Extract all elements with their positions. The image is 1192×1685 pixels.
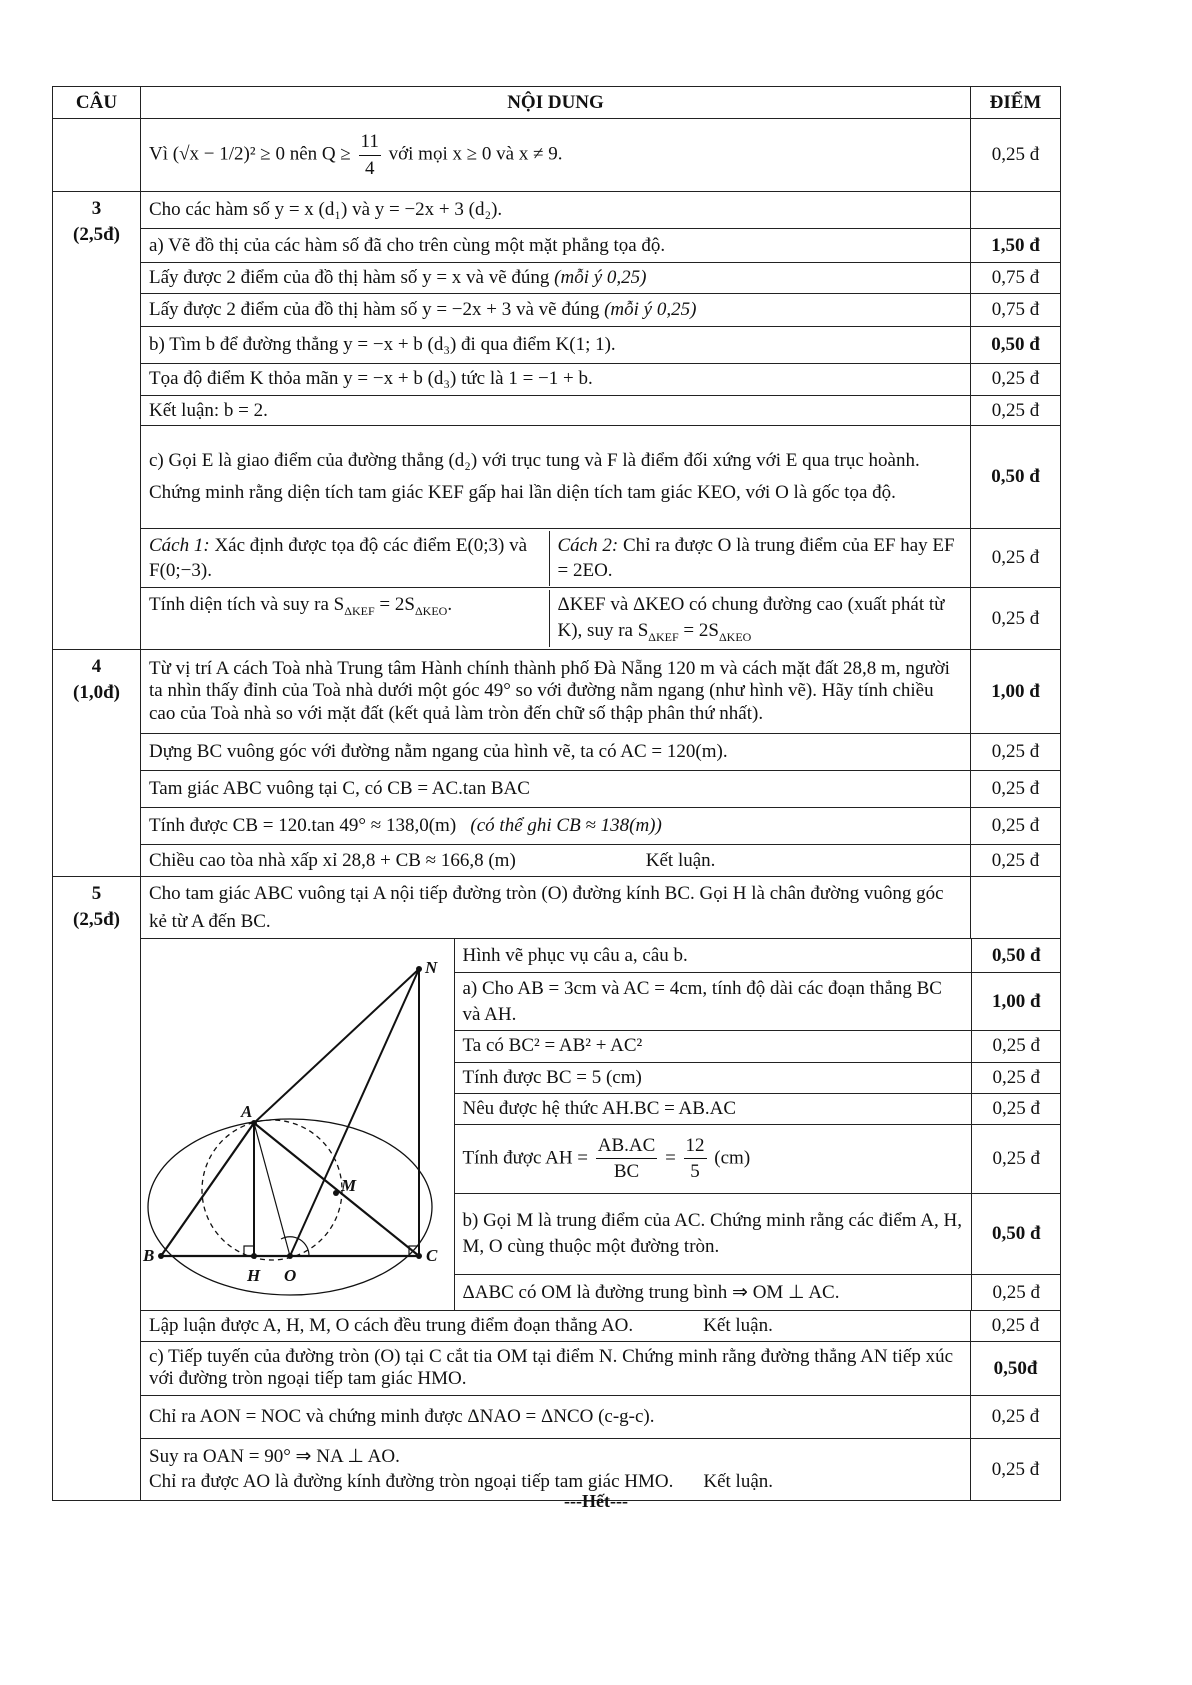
question-number-cell: 3 (2,5đ) <box>53 192 141 650</box>
table-row: Lấy được 2 điểm của đồ thị hàm số y = x và vẽ đúng (mỗi ý 0,25) 0,75 đ <box>53 263 1061 294</box>
table-row: Dựng BC vuông góc với đường nằm ngang của hình vẽ, ta có AC = 120(m). 0,25 đ <box>53 734 1061 771</box>
segment-an <box>254 969 419 1123</box>
question-number-cell: 4 (1,0đ) <box>53 650 141 877</box>
table-row: Tính diện tích và suy ra $S_{\Delta KEF} = 2S_{\Delta KEO}$. ΔKEF và ΔKEO có chung đường cao (xuất phát từ K), suy ra $S_{\Delta KEF} = 2S_{\Delta KEO}$ 0,25 đ <box>53 588 1061 650</box>
label-n: N <box>425 958 438 978</box>
table-row: 5 (2,5đ) Cho tam giác ABC vuông tại A nội tiếp đường tròn (O) đường kính BC. Gọi H là chân đường vuông góc kẻ từ A đến BC. <box>53 877 1061 939</box>
label-m: M <box>341 1176 357 1196</box>
segment-ac <box>254 1123 419 1256</box>
label-o: O <box>284 1266 297 1286</box>
header-noi-dung: NỘI DUNG <box>141 87 971 119</box>
table-row: 4 (1,0đ) Từ vị trí A cách Toà nhà Trung tâm Hành chính thành phố Đà Nẵng 120 m và cách mặt đất 28,8 m, người ta nhìn thấy đỉnh của Toà nhà dưới một góc 49° so với đường nằm ngang (như hình vẽ). Hãy tính chiều cao của Toà nhà so với mặt đất (kết quả làm tròn đến chữ số thập phân thứ nhất). 1,00 đ <box>53 650 1061 734</box>
fraction: $\frac{11}{4}$ <box>360 130 379 179</box>
table-row: Lấy được 2 điểm của đồ thị hàm số y = −2x + 3 và vẽ đúng (mỗi ý 0,25) 0,75 đ <box>53 293 1061 326</box>
triangle-circle-diagram <box>141 939 453 1302</box>
segment-on <box>290 969 419 1256</box>
table-row: Suy ra OAN = 90° ⇒ NA ⊥ AO. Chỉ ra được AO là đường kính đường tròn ngoại tiếp tam giác HMO. Kết luận. 0,25 đ <box>53 1438 1061 1500</box>
table-row: Chỉ ra AON = NOC và chứng minh được ΔNAO = ΔNCO (c-g-c). 0,25 đ <box>53 1395 1061 1438</box>
table-row: Kết luận: b = 2. 0,25 đ <box>53 395 1061 426</box>
label-a: A <box>241 1102 253 1122</box>
table-row: a) Vẽ đồ thị của các hàm số đã cho trên cùng một mặt phẳng tọa độ. 1,50 đ <box>53 229 1061 263</box>
table-row: c) Gọi E là giao điểm của đường thẳng (d₂) với trục tung và F là điểm đối xứng với E qua trục hoành. Chứng minh rằng diện tích tam giác KEF gấp hai lần diện tích tam giác KEO, với O là gốc tọa độ. 0,50 đ <box>53 426 1061 529</box>
table-row: Tính được CB = 120.tan 49° ≈ 138,0(m) (có thể ghi CB ≈ 138(m)) 0,25 đ <box>53 808 1061 845</box>
table-row: b) Tìm b để đường thẳng y = −x + b (d₃) đi qua điểm K(1; 1). 0,50 đ <box>53 326 1061 363</box>
content-cell: Vì (√x − 1/2)² ≥ 0 nên Q ≥ $\frac{11}{4}$ với mọi x ≥ 0 và x ≠ 9. <box>141 119 971 192</box>
header-cau: CÂU <box>53 87 141 119</box>
label-h: H <box>247 1266 261 1286</box>
table-row: Tam giác ABC vuông tại C, có CB = AC.tan BAC 0,25 đ <box>53 771 1061 808</box>
table-row: Lập luận được A, H, M, O cách đều trung điểm đoạn thẳng AO. Kết luận. 0,25 đ <box>53 1310 1061 1341</box>
table-row: B C A H O M N Hình vẽ phục vụ câu a, câu b. 0,50 đ a) Cho AB = 3cm và AC = 4cm, tính độ dài các đoạn thẳng BC và AH. 1,00 đ Ta có BC² = AB² + AC² 0,25 đ Tính được BC = 5 (cm) 0,25 đ Nêu được hệ thức AH.BC = AB.AC 0,25 đ Tính được AH = $\frac{AB.AC}{BC}$ = $\frac{12}{5}$ (cm) 0,25 đ b) Gọi M là trung điểm của AC. Chứng minh rằng các điểm A, H, M, O cùng thuộc một đường tròn. 0,50 đ ΔABC có OM là đường trung bình ⇒ OM ⊥ AC. 0,25 đ <box>53 939 1061 1311</box>
segment-ao <box>254 1123 290 1256</box>
answer-key-table <box>52 86 1061 1501</box>
point-cell: 0,25 đ <box>971 119 1061 192</box>
geometry-figure <box>141 939 454 1310</box>
header-row <box>53 87 1061 119</box>
table-row: 3 (2,5đ) Cho các hàm số y = x (d₁) và y = −2x + 3 (d₂). <box>53 192 1061 229</box>
table-row <box>53 119 1061 192</box>
label-b: B <box>143 1246 155 1266</box>
question-number-cell: 5 (2,5đ) <box>53 877 141 1501</box>
label-c: C <box>426 1246 438 1266</box>
header-diem: ĐIỂM <box>971 87 1061 119</box>
end-marker: ---Hết--- <box>564 1491 628 1511</box>
table-row: c) Tiếp tuyến của đường tròn (O) tại C cắt tia OM tại điểm N. Chứng minh rằng đường thẳng AN tiếp xúc với đường tròn ngoại tiếp tam giác HMO. 0,50đ <box>53 1341 1061 1395</box>
table-row: Tọa độ điểm K thỏa mãn y = −x + b (d₃) tức là 1 = −1 + b. 0,25 đ <box>53 363 1061 395</box>
table-row: Chiều cao tòa nhà xấp xỉ 28,8 + CB ≈ 166,8 (m) Kết luận. 0,25 đ <box>53 845 1061 877</box>
table-row: Cách 1: Xác định được tọa độ các điểm E(0;3) và F(0;−3). Cách 2: Chỉ ra được O là trung điểm của EF hay EF = 2EO. 0,25 đ <box>53 529 1061 588</box>
segment-ab <box>161 1123 254 1256</box>
